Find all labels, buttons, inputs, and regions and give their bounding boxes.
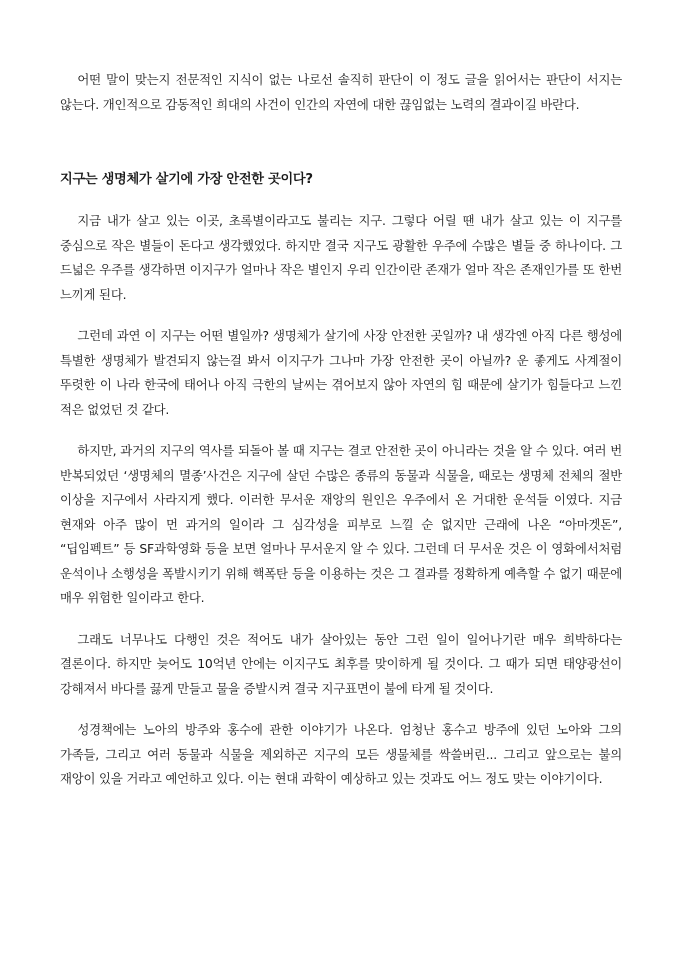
paragraph-spacer bbox=[60, 307, 622, 324]
body-paragraph-2: 그런데 과연 이 지구는 어떤 별일까? 생명체가 살기에 사장 안전한 곳일까? 내 생각엔 아직 다른 행성에 특별한 생명체가 발견되지 않는걸 봐서 이지구가 그나마 가장 안전한 곳이 아닐까? 운 좋게도 사계절이 뚜렷한 이 나라 한국에 태어나 아직 극한의 날씨는 겪어보지 않아 자연의 힘 때문에 살기가 힘들다고 느낀 적은 없었던 것 같다. bbox=[60, 328, 622, 417]
body-paragraph-5: 성경책에는 노아의 방주와 홍수에 관한 이야기가 나온다. 엄청난 홍수고 방주에 있던 노아와 그의 가족들, 그리고 여러 동물과 식물을 제외하곤 지구의 모든 생물체를 싹쓸버린... 그리고 앞으로는 불의 재앙이 있을 거라고 예언하고 있다. 이는 현대 과학이 예상하고 있는 것과도 어느 정도 맞는 이야기이다. bbox=[60, 722, 622, 786]
paragraph-spacer bbox=[60, 611, 622, 628]
document-page bbox=[60, 68, 622, 792]
body-paragraph-1: 지금 내가 살고 있는 이곳, 초록별이라고도 불리는 지구. 그렇다 어릴 땐 내가 살고 있는 이 지구를 중심으로 작은 별들이 돈다고 생각했었다. 하지만 결국 지구도 광활한 우주에 수많은 별들 중 하나이다. 그 드넓은 우주를 생각하면 이지구가 얼마나 작은 별인지 우리 인간이란 존재가 얼마 작은 존재인가를 또 한번 느끼게 된다. bbox=[60, 213, 622, 302]
section-title: 지구는 생명체가 살기에 가장 안전한 곳이다? bbox=[60, 172, 313, 187]
intro-paragraph: 어떤 말이 맞는지 전문적인 지식이 없는 나로선 솔직히 판단이 이 정도 글을 읽어서는 판단이 서지는 않는다. 개인적으로 감동적인 희대의 사건이 인간의 자연에 대한 끊임없는 노력의 결과이길 바란다. bbox=[60, 72, 622, 112]
title-spacer bbox=[60, 191, 622, 209]
section-spacer bbox=[60, 117, 622, 169]
body-paragraph-4: 그래도 너무나도 다행인 것은 적어도 내가 살아있는 동안 그런 일이 일어나기란 매우 희박하다는 결론이다. 하지만 늦어도 10억년 안에는 이지구도 최후를 맞이하게 될 것이다. 그 때가 되면 태양광선이 강해져서 바다를 끓게 만들고 물을 증발시켜 결국 지구표면이 불에 타게 될 것이다. bbox=[60, 631, 622, 696]
paragraph-spacer bbox=[60, 422, 622, 439]
body-paragraph-3: 하지만, 과거의 지구의 역사를 되돌아 볼 때 지구는 결코 안전한 곳이 아니라는 것을 알 수 있다. 여러 번 반복되었던 ‘생명체의 멸종’사건은 지구에 살던 수많은 종류의 동물과 식물을, 때로는 생명체 전체의 절반 이상을 지구에서 사라지게 했다. 이러한 무서운 재앙의 원인은 우주에서 온 거대한 운석들 이였다. 지금 현재와 아주 많이 먼 과거의 일이라 그 심각성을 피부로 느낄 순 없지만 근래에 나온 “아마겟돈”, “딥임펙트” 등 SF과학영화 등을 보면 얼마나 무서운지 알 수 있다. 그런데 더 무서운 것은 이 영화에서처럼 운석이나 소행성을 폭발시키기 위해 핵폭탄 등을 이용하는 것은 그 결과를 정확하게 예측할 수 없기 때문에 매우 위험한 일이라고 한다. bbox=[60, 443, 622, 605]
paragraph-spacer bbox=[60, 701, 622, 718]
